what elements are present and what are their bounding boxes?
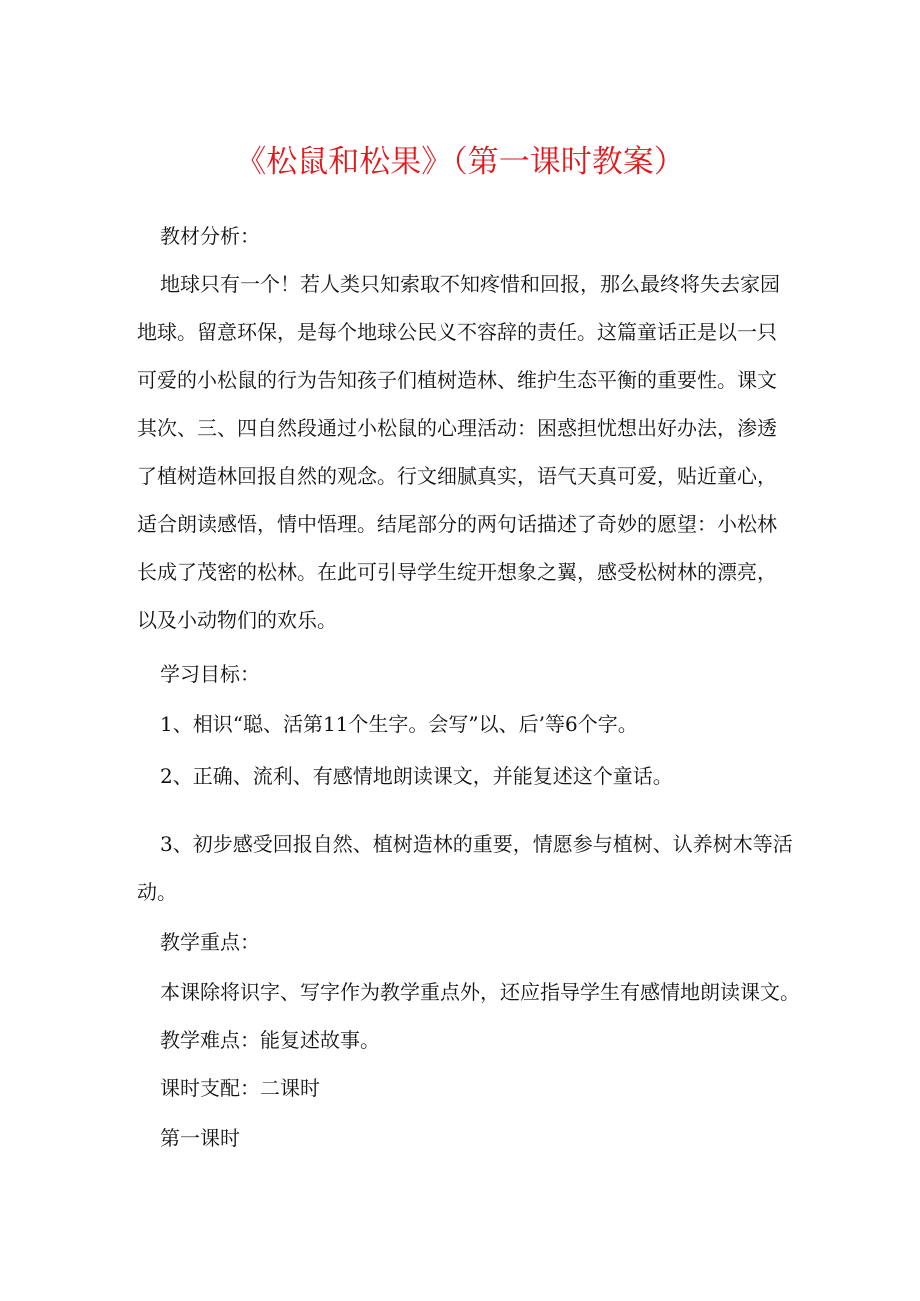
lesson-label: 第一课时 [160,1126,240,1150]
goal-item: 1、相识“聪、活第11个生字。会写”以、后’等6个字。 [160,712,638,736]
goals-heading: 学习目标： [160,662,260,686]
analysis-line: 地球只有一个！若人类只知索取不知疼惜和回报，那么最终将失去家园 [160,272,780,296]
focus-text: 本课除将识字、写字作为教学重点外，还应指导学生有感情地朗读课文。 [160,980,800,1004]
analysis-heading: 教材分析： [160,224,260,248]
analysis-line: 可爱的小松鼠的行为告知孩子们植树造林、维护生态平衡的重要性。课文 [137,368,777,392]
difficulty-text: 教学难点：能复述故事。 [160,1028,380,1052]
analysis-line: 长成了茂密的松林。在此可引导学生绽开想象之翼，感受松树林的漂亮， [137,560,777,584]
analysis-line: 了植树造林回报自然的观念。行文细腻真实，语气天真可爱，贴近童心， [137,464,777,488]
focus-heading: 教学重点： [160,930,260,954]
analysis-line: 其次、三、四自然段通过小松鼠的心理活动：困惑担忧想出好办法，渗透 [137,416,777,440]
document-title: 《松鼠和松果》（第一课时教案） [235,144,685,180]
goal-item: 2、正确、流利、有感情地朗读课文，并能复述这个童话。 [160,764,673,788]
analysis-line: 适合朗读感悟，情中悟理。结尾部分的两句话描述了奇妙的愿望：小松林 [137,512,777,536]
analysis-line: 以及小动物们的欢乐。 [137,608,337,632]
goal-item-continuation: 动。 [137,880,177,904]
schedule-text: 课时支配：二课时 [160,1076,320,1100]
goal-item: 3、初步感受回报自然、植树造林的重要，情愿参与植树、认养树木等活 [160,832,793,856]
analysis-line: 地球。留意环保，是每个地球公民义不容辞的责任。这篇童话正是以一只 [137,320,777,344]
